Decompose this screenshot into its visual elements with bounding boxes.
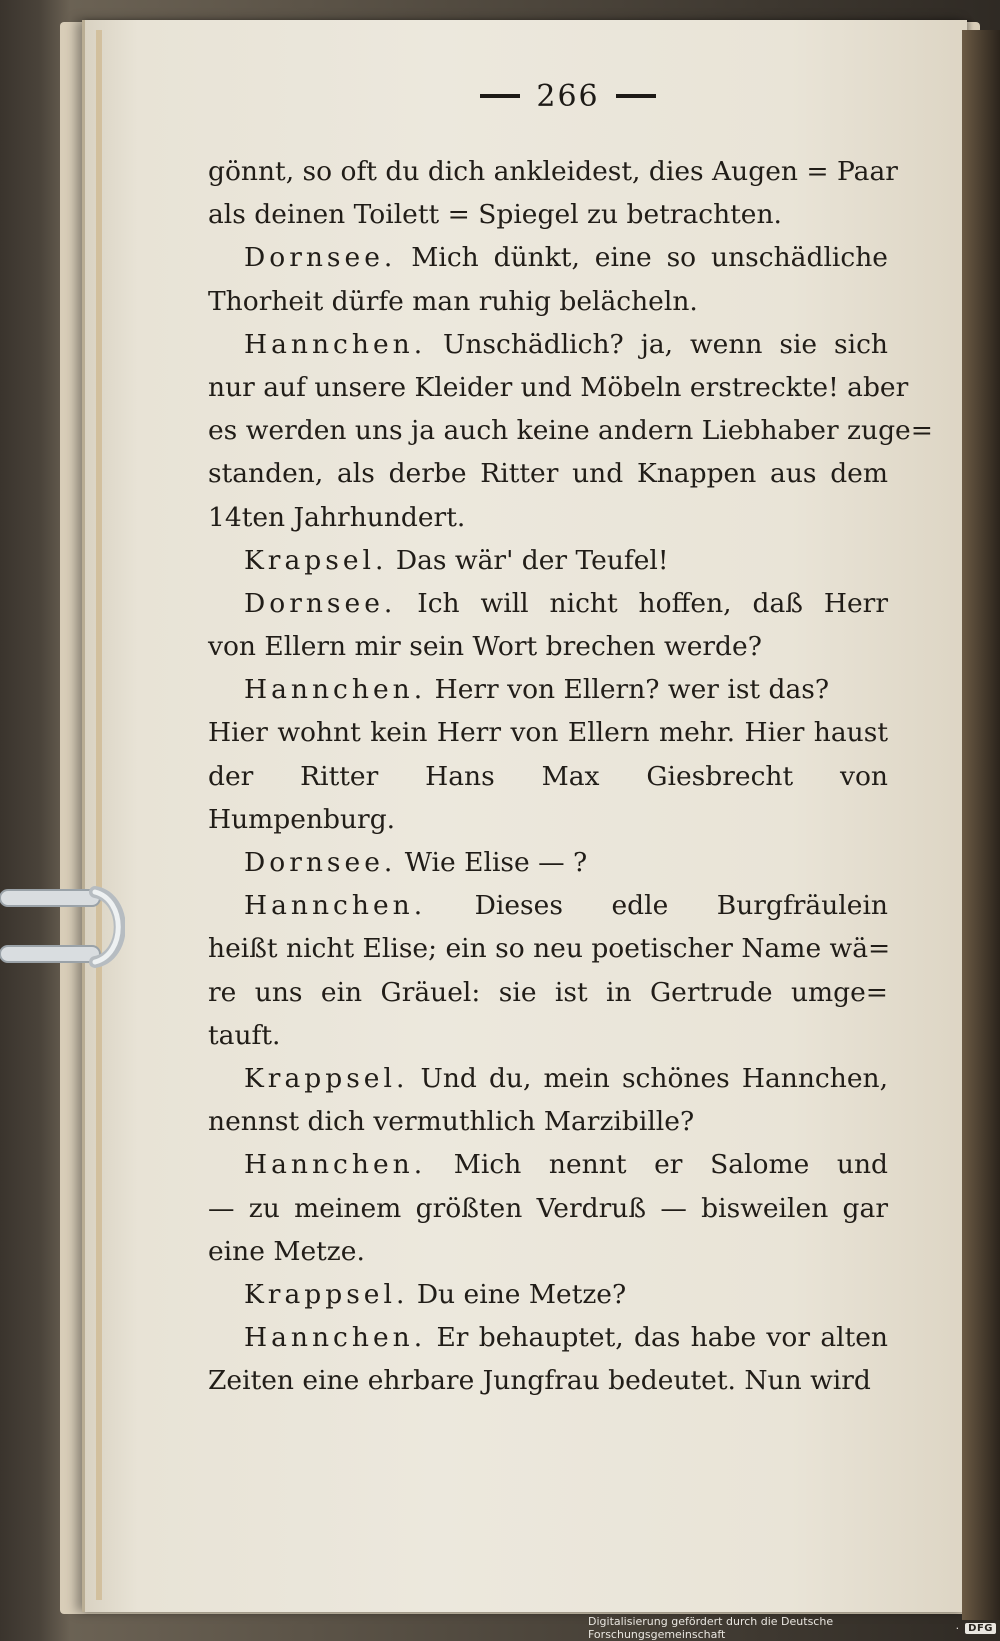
footer-separator: · bbox=[955, 1621, 960, 1635]
page-header bbox=[448, 74, 688, 118]
text-line bbox=[208, 496, 888, 539]
line-text: der Ritter Hans Max Giesbrecht von bbox=[208, 760, 888, 792]
line-text: tauft. bbox=[208, 1019, 281, 1051]
text-line bbox=[208, 668, 888, 711]
text-line bbox=[208, 755, 888, 798]
line-text: heißt nicht Elise; ein so neu poetischer Name wä= bbox=[208, 933, 891, 965]
speaker-name: Hannchen. bbox=[244, 1322, 427, 1354]
line-text: gönnt, so oft du dich ankleidest, dies Augen = Paar bbox=[208, 156, 898, 187]
text-line bbox=[208, 1143, 888, 1186]
line-text: Herr von Ellern? wer ist das? bbox=[434, 674, 830, 706]
text-line bbox=[208, 971, 888, 1014]
speaker-name: Dornsee. bbox=[244, 242, 397, 274]
speaker-name: Hannchen. bbox=[244, 674, 427, 706]
line-text: es werden uns ja auch keine andern Liebhaber zuge= bbox=[208, 415, 933, 447]
line-text: Wie Elise — ? bbox=[404, 847, 588, 878]
text-line bbox=[208, 1014, 888, 1057]
text-line bbox=[208, 927, 891, 970]
text-line bbox=[208, 1100, 888, 1143]
text-line bbox=[208, 366, 909, 409]
text-line bbox=[208, 1273, 888, 1316]
page-gutter bbox=[96, 30, 102, 1600]
speaker-name: Krapsel. bbox=[244, 544, 388, 576]
line-text: — zu meinem größten Verdruß — bisweilen gar bbox=[208, 1192, 888, 1224]
line-text: Hier wohnt kein Herr von Ellern mehr. Hier haust bbox=[208, 717, 888, 749]
line-text: standen, als derbe Ritter und Knappen aus dem bbox=[208, 458, 888, 490]
line-text: Und du, mein schönes Hannchen, bbox=[420, 1062, 888, 1094]
page-text bbox=[208, 150, 933, 1402]
text-line bbox=[208, 841, 888, 884]
text-line bbox=[208, 884, 888, 927]
footer-text: Digitalisierung gefördert durch die Deutsche Forschungsgemeinschaft bbox=[588, 1615, 834, 1641]
page-edge-shadow bbox=[962, 30, 1000, 1620]
line-text: Thorheit dürfe man ruhig belächeln. bbox=[208, 285, 698, 317]
speaker-name: Hannchen. bbox=[244, 328, 427, 360]
text-line bbox=[208, 1359, 888, 1402]
line-text: 14ten Jahrhundert. bbox=[208, 501, 466, 533]
header-dash-right bbox=[616, 94, 656, 98]
text-line bbox=[208, 150, 898, 193]
line-text: Dieses edle Burgfräulein bbox=[474, 890, 888, 922]
line-text: Du eine Metze? bbox=[416, 1278, 627, 1310]
text-line bbox=[208, 625, 888, 668]
line-text: nur auf unsere Kleider und Möbeln erstreckte! aber bbox=[208, 371, 909, 403]
text-line bbox=[208, 280, 888, 323]
dfg-logo: DFG bbox=[965, 1623, 996, 1634]
speaker-name: Dornsee. bbox=[244, 587, 397, 619]
text-line bbox=[208, 711, 888, 754]
header-dash-left bbox=[480, 94, 520, 98]
text-line bbox=[208, 1230, 888, 1273]
footer-attribution bbox=[588, 1615, 996, 1641]
text-line bbox=[208, 193, 888, 236]
line-text: Mich nennt er Salome und bbox=[453, 1149, 888, 1181]
page-clip-icon bbox=[0, 872, 125, 982]
line-text: Zeiten eine ehrbare Jungfrau bedeutet. Nun wird bbox=[208, 1365, 871, 1397]
line-text: Ich will nicht hoffen, daß Herr bbox=[417, 587, 888, 619]
speaker-name: Dornsee. bbox=[244, 847, 397, 878]
text-line bbox=[208, 1316, 888, 1359]
speaker-name: Hannchen. bbox=[244, 1149, 427, 1181]
text-line bbox=[208, 539, 888, 582]
line-text: Das wär' der Teufel! bbox=[395, 544, 669, 576]
line-text: Mich dünkt, eine so unschädliche bbox=[411, 242, 888, 274]
text-line bbox=[208, 323, 888, 366]
page-number: 266 bbox=[536, 78, 600, 114]
text-line bbox=[208, 452, 888, 495]
speaker-name: Krappsel. bbox=[244, 1062, 409, 1094]
line-text: re uns ein Gräuel: sie ist in Gertrude umge= bbox=[208, 976, 888, 1008]
text-line bbox=[208, 798, 888, 841]
line-text: eine Metze. bbox=[208, 1235, 365, 1267]
line-text: als deinen Toilett = Spiegel zu betrachten. bbox=[208, 199, 782, 231]
line-text: Humpenburg. bbox=[208, 803, 396, 835]
text-line bbox=[208, 236, 888, 279]
text-line bbox=[208, 409, 933, 452]
line-text: Unschädlich? ja, wenn sie sich bbox=[443, 328, 888, 360]
line-text: von Ellern mir sein Wort brechen werde? bbox=[208, 631, 762, 663]
line-text: Er behauptet, das habe vor alten bbox=[436, 1322, 888, 1354]
speaker-name: Hannchen. bbox=[244, 890, 427, 922]
line-text: nennst dich vermuthlich Marzibille? bbox=[208, 1106, 695, 1138]
text-line bbox=[208, 582, 888, 625]
speaker-name: Krappsel. bbox=[244, 1278, 409, 1310]
text-line bbox=[208, 1187, 888, 1230]
text-line bbox=[208, 1057, 888, 1100]
